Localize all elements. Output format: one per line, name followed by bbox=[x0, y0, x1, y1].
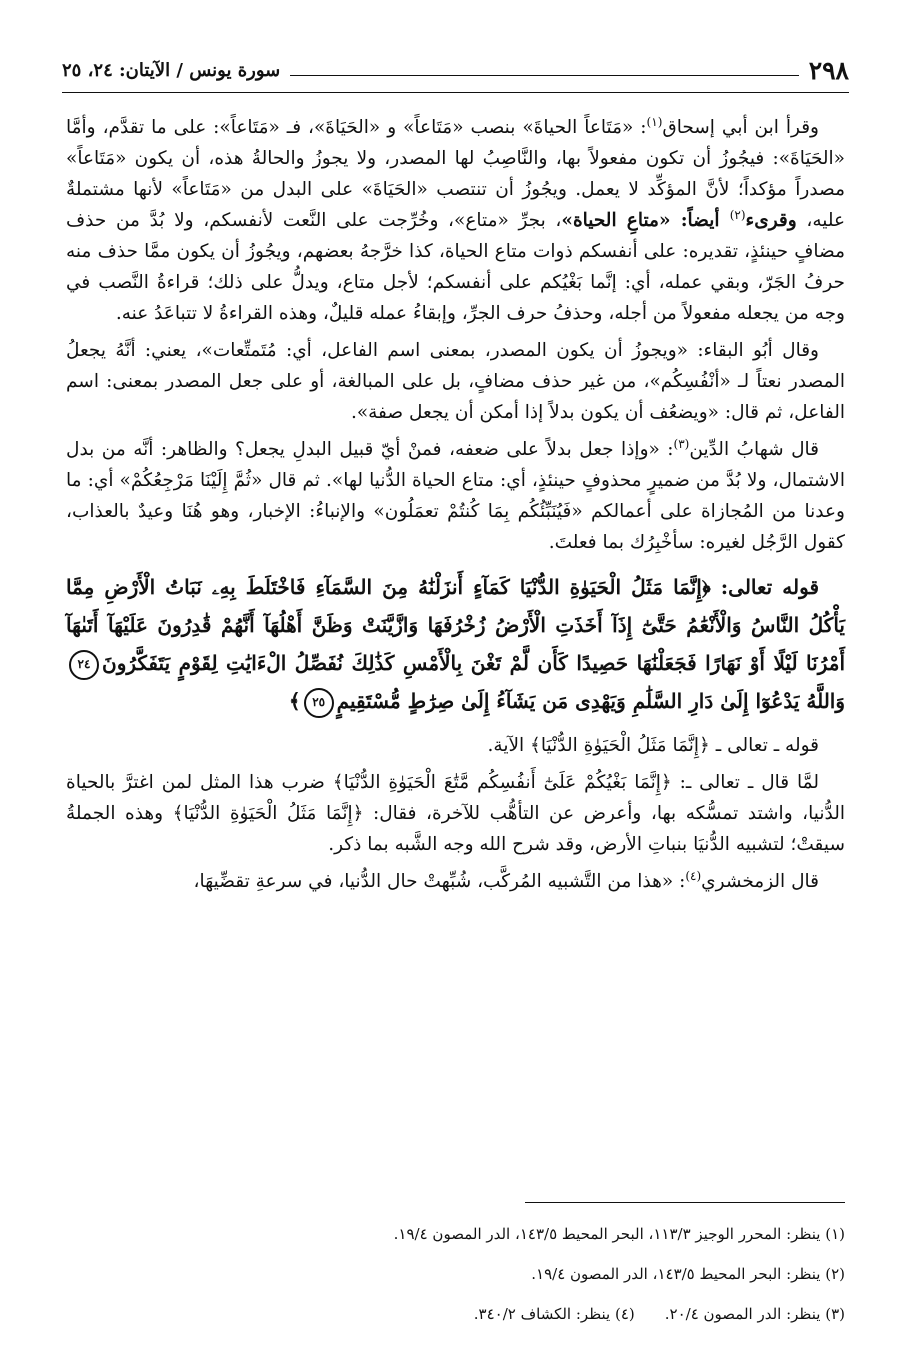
footnote-ref-1[interactable]: (١) bbox=[646, 114, 663, 129]
paragraph-text: : «وإذا جعل بدلاً على ضعفه، فمنْ أيّ قبيل البدلِ يجعل؟ والظاهر: أنَّه من بدل الاشتمال، ولا بُدَّ من ضميرٍ محذوفٍ حينئذٍ، أي: متاع الحياة الدُّنيا لها». ثم قال «ثُمَّ إِلَيْنَا مَرْجِعُكُمْ» أي: ما وعدنا من المُجازاة على أعمالكم «فَيُنَبِّئُكُم بِمَا كُنتُمْ تعمَلُون» والإنباءُ: الإخبار، وهو هُنَا وعيدٌ بالعذاب، كقول الرَّجُل لغيره: سأخْبِرُك بما فعلتَ. bbox=[66, 439, 845, 553]
footnote-ref-3[interactable]: (٣) bbox=[673, 436, 690, 451]
paragraph-shihab-aldin bbox=[66, 434, 845, 558]
footnote-divider bbox=[525, 1202, 845, 1203]
paragraph-abu-albaqa bbox=[66, 335, 845, 428]
verse-text-25: وَاللَّهُ يَدْعُوٓا إِلَىٰ دَارِ السَّلَٰمِ وَيَهْدِى مَن يَشَآءُ إِلَىٰ صِرَٰطٍ مُّسْتَقِيمٍ bbox=[336, 689, 845, 713]
paragraph-text: قال شهابُ الدِّين bbox=[689, 439, 820, 460]
footnote-3: (٣) ينظر: الدر المصون ٢٠/٤. bbox=[664, 1305, 845, 1323]
paragraph-text: وقرأ ابن أبي إسحاق bbox=[662, 117, 819, 138]
footnotes bbox=[66, 1214, 845, 1334]
qiraah-label: وقرىء bbox=[745, 210, 797, 231]
verse-lead: قوله تعالى: bbox=[710, 575, 820, 599]
verse-close: ﴾ bbox=[288, 689, 301, 713]
paragraph-text: قوله ـ تعالى ـ ﴿إِنَّمَا مَثَلُ الْحَيَوٰةِ الدُّنْيَا﴾ الآية. bbox=[487, 735, 819, 756]
paragraph-parable bbox=[66, 767, 845, 860]
verse-text-24: ﴿إِنَّمَا مَثَلُ الْحَيَوٰةِ الدُّنْيَا كَمَآءٍ أَنزَلْنَٰهُ مِنَ السَّمَآءِ فَاخْتَلَطَ بِهِۦ نَبَاتُ الْأَرْضِ مِمَّا يَأْكُلُ النَّاسُ وَالْأَنْعَٰمُ حَتَّىٰٓ إِذَآ أَخَذَتِ الْأَرْضُ زُخْرُفَهَا وَازَّيَّنَتْ وَظَنَّ أَهْلُهَآ أَنَّهُمْ قَٰدِرُونَ عَلَيْهَآ أَتَىٰهَآ أَمْرُنَا لَيْلًا أَوْ نَهَارًا فَجَعَلْنَٰهَا حَصِيدًا كَأَن لَّمْ تَغْنَ بِالْأَمْسِ كَذَٰلِكَ نُفَصِّلُ الْءَايَٰتِ لِقَوْمٍ يَتَفَكَّرُونَ bbox=[66, 575, 845, 675]
header-divider bbox=[62, 92, 849, 93]
paragraph-text: وقال أبُو البقاء: «ويجوزُ أن يكون المصدر، بمعنى اسم الفاعل، أي: مُتَمتِّعات»، يعني: أنَّهُ يجعلُ المصدر نعتاً لـ «أنْفُسِكُم»، من غير حذف مضافٍ، بل على المبالغة، أو على جعل المصدر بمعنى: اسم الفاعل، ثم قال: «ويضعُف أن يكون بدلاً إذا أمكن أن يجعل صفة». bbox=[66, 340, 845, 423]
paragraph-text: : «هذا من التَّشبيه المُركَّب، شُبِّهتْ حال الدُّنيا، في سرعةِ تقضِّيهَا، bbox=[193, 871, 686, 892]
main-text bbox=[66, 112, 845, 903]
paragraph-text: قال الزمخشري bbox=[701, 871, 819, 892]
running-title: سورة يونس / الآيتان: ٢٤، ٢٥ bbox=[62, 59, 281, 81]
quran-verse-block bbox=[66, 568, 845, 720]
qiraah-text: أيضاً: «متاعِ الحياة» bbox=[561, 210, 730, 231]
footnote-2: (٢) ينظر: البحر المحيط ١٤٣/٥، الدر المصون ١٩/٤. bbox=[531, 1265, 845, 1283]
verse-number-25: ٢٥ bbox=[304, 688, 334, 718]
page-header bbox=[62, 52, 849, 88]
verse-number-24: ٢٤ bbox=[69, 650, 99, 680]
paragraph-text: : «مَتَاعاً الحياةَ» بنصب «مَتَاعاً» و «الحَيَاةَ»، فـ «مَتَاعاً»: على ما تقدَّم، وأمَّا «الحَيَاةَ»: فيجُوزُ أن تكون مفعولاً بها، والنَّاصِبُ لها المصدر، ولا يجوزُ والحالةُ هذه، أن يكون «مَتَاعاً» مصدراً مؤكداً؛ لأنَّ المؤكِّد لا يعمل. ويجُوزُ أن تنتصب «الحَيَاةَ» على البدل من «مَتَاعاً» لأنها مشتملةٌ عليه، bbox=[66, 117, 845, 231]
paragraph-text: لمَّا قال ـ تعالى ـ: ﴿إِنَّمَا بَغْيُكُمْ عَلَىٰٓ أَنفُسِكُم مَّتَٰعَ الْحَيَوٰةِ الدُّنْيَا﴾ ضرب هذا المثل لمن اغترَّ بالحياة الدُّنيا، واشتد تمسُّكه بها، وأعرض عن التأهُّب للآخرة، فقال: ﴿إِنَّمَا مَثَلُ الْحَيَوٰةِ الدُّنْيَا﴾ وهذه الجملةُ سيقتْ؛ لتشبيه الدُّنيَا بنباتِ الأرض، وقد شرح الله وجه الشَّبه بما ذكر. bbox=[66, 772, 845, 855]
header-rule bbox=[290, 75, 798, 76]
footnote-1: (١) ينظر: المحرر الوجيز ١١٣/٣، البحر المحيط ١٤٣/٥، الدر المصون ١٩/٤. bbox=[393, 1225, 845, 1243]
paragraph-zamakhshari bbox=[66, 866, 845, 897]
footnote-ref-4[interactable]: (٤) bbox=[685, 868, 702, 883]
footnote-ref-2[interactable]: (٢) bbox=[729, 207, 746, 222]
paragraph-verse-heading bbox=[66, 730, 845, 761]
paragraph-text: ، بجرِّ «متاع»، وخُرِّجت على النَّعت لأنفسكم، ولا بُدَّ من حذف مضافٍ حينئذٍ، تقديره: على أنفسكم ذوات متاع الحياة، كذا خرَّجهُ بعضهم، ويجُوزُ أن يكون ممَّا حذف منه حرفُ الجَرّ، وبقي عمله، أي: إنَّما بَغْيُكم على أنفسكم؛ لأجل متاع، ويدلُّ على ذلك؛ قراءةُ النَّصب في وجه من يجعله مفعولاً من أجله، وحذفُ حرف الجرِّ، وإبقاءُ عمله قليلٌ، وهذه القراءةُ لا تتباعَدُ عنه. bbox=[66, 210, 845, 324]
paragraph-ibn-abi-ishaq bbox=[66, 112, 845, 329]
footnote-4: (٤) ينظر: الكشاف ٣٤٠/٢. bbox=[473, 1305, 635, 1323]
page-number: ٢٩٨ bbox=[808, 55, 849, 85]
footnote-row bbox=[66, 1294, 845, 1334]
